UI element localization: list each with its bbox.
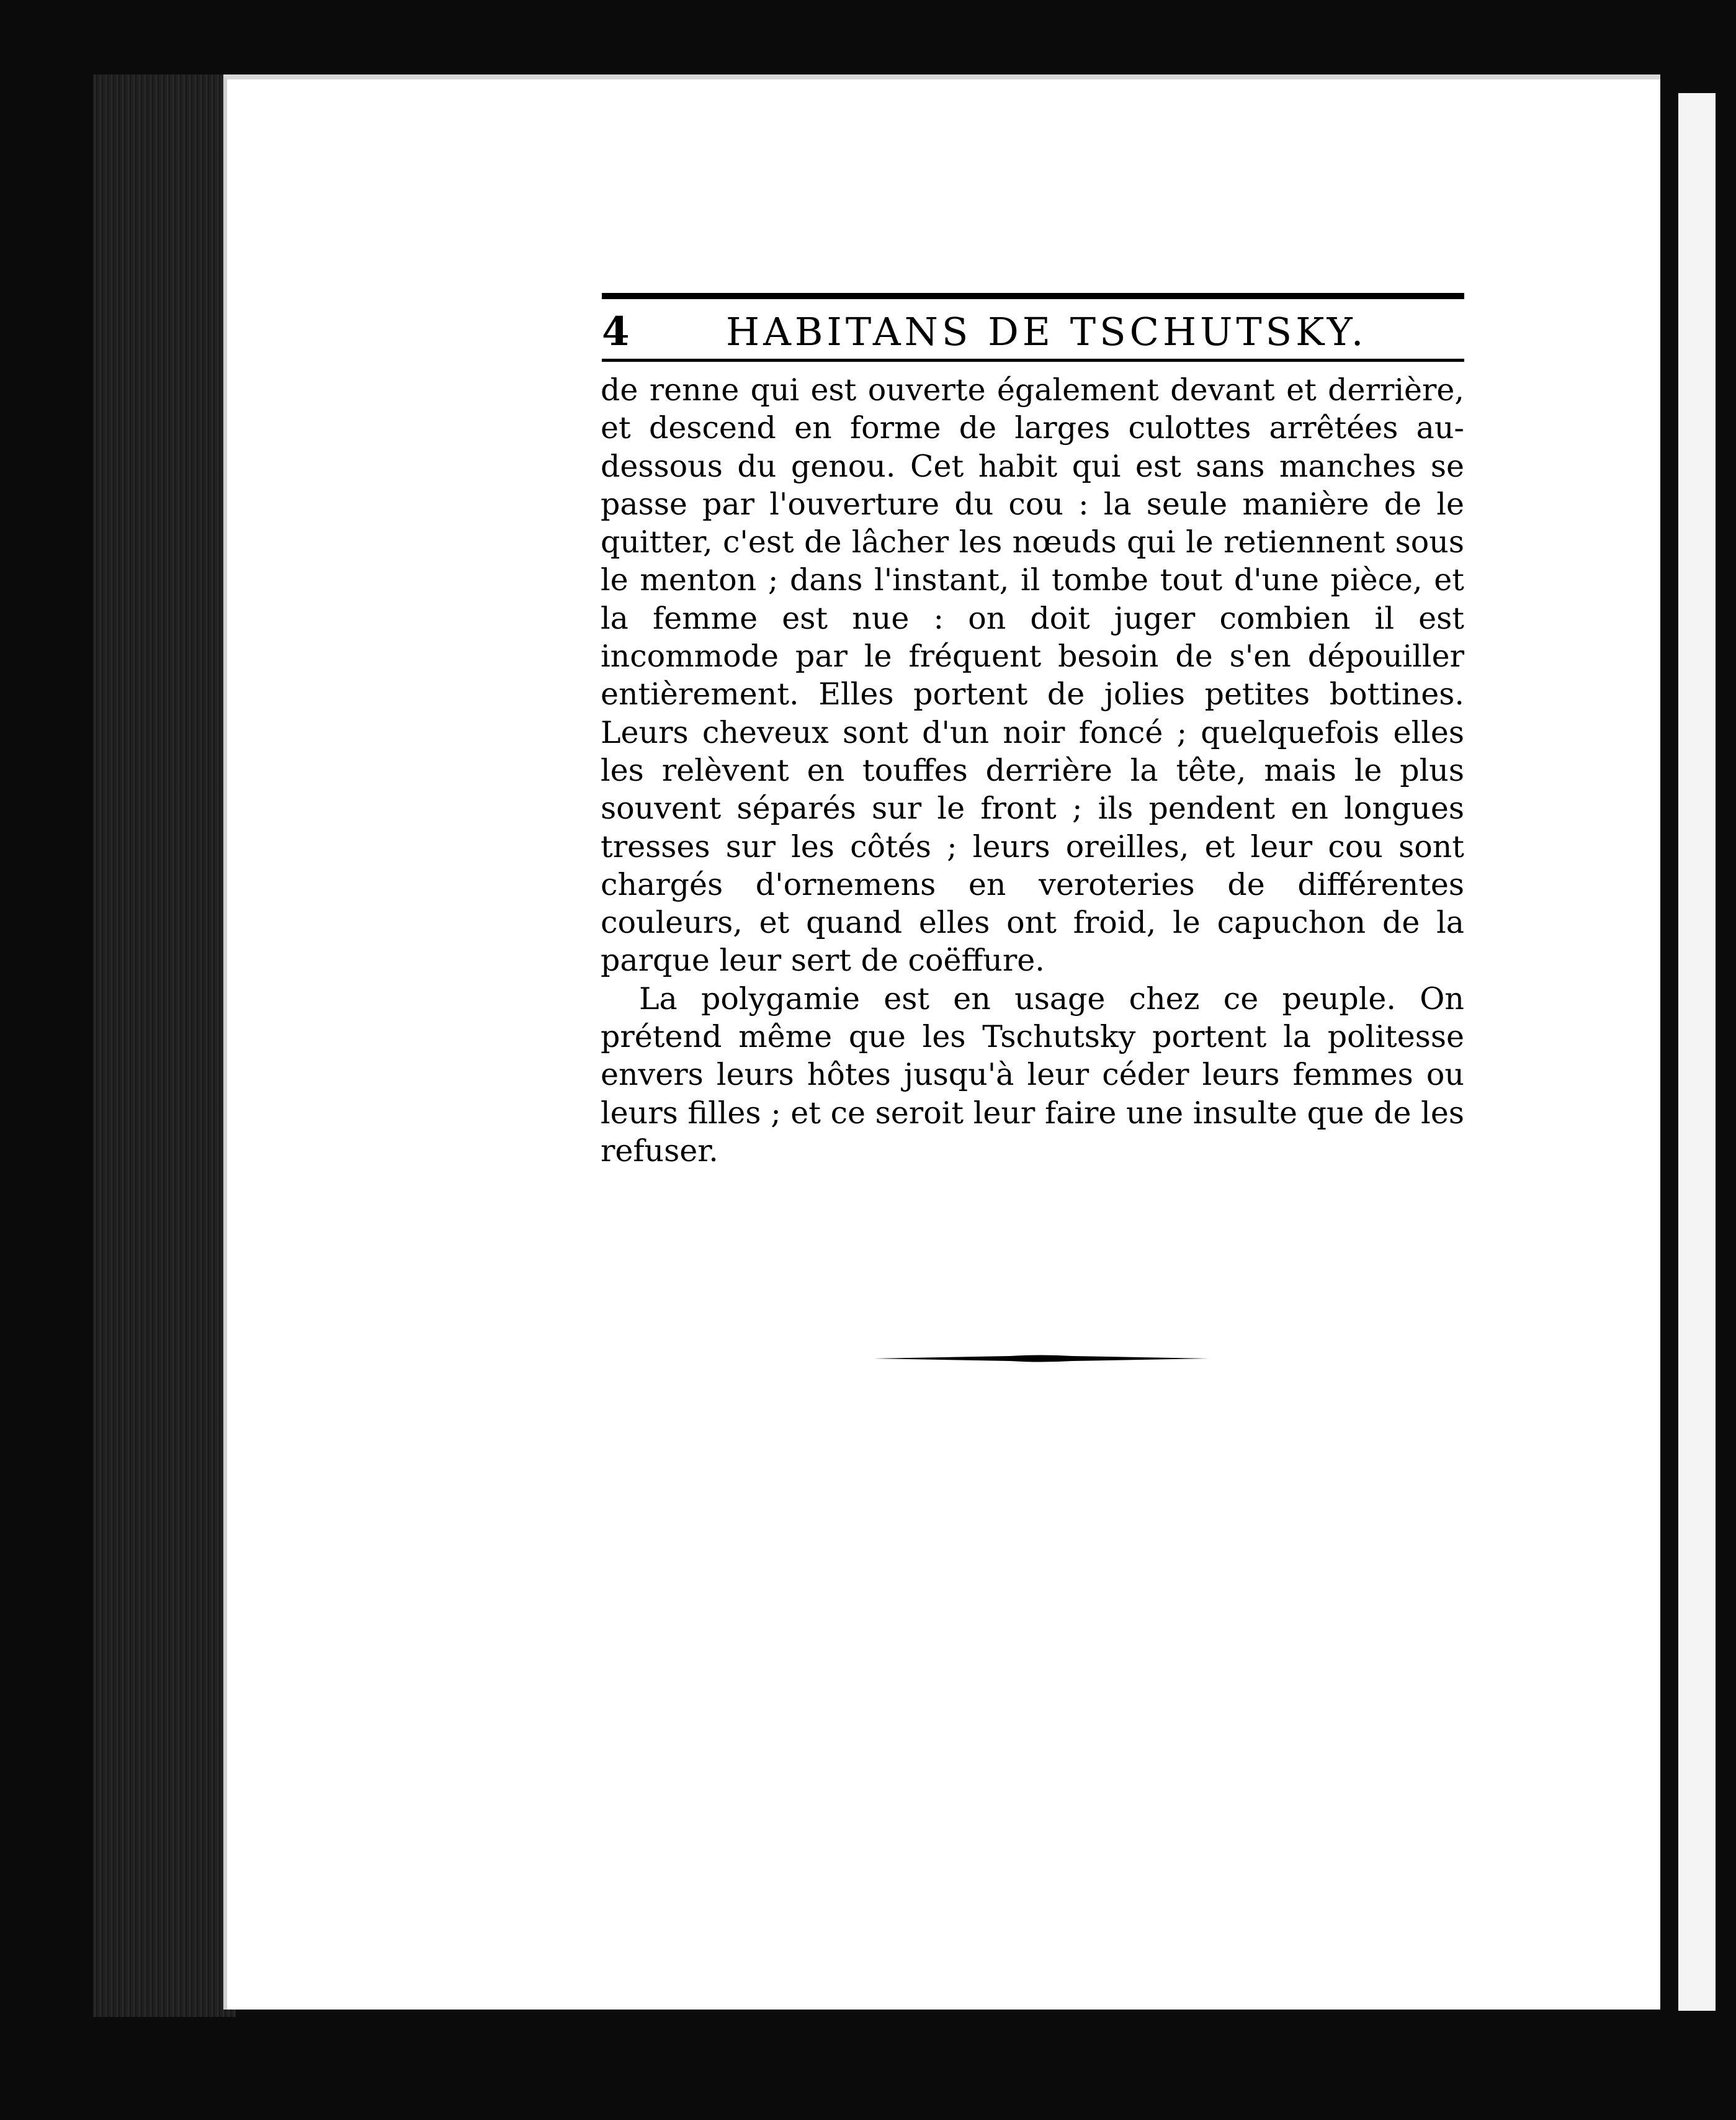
paragraph: La polygamie est en usage chez ce peuple. On prétend même que les Tschutsky portent la politesse envers leurs hôtes jusqu'à leur céder leurs femmes ou leurs filles ; et ce seroit leur faire une insulte que de les refuser.: [601, 981, 1464, 1169]
header-rule-bottom: [602, 359, 1464, 362]
tailpiece-rule: [874, 1353, 1209, 1364]
body-text: [601, 371, 1464, 1170]
header-rule-top: [602, 293, 1464, 299]
page-title: HABITANS DE TSCHUTSKY.: [726, 309, 1367, 354]
book-fore-edge: [93, 74, 236, 2017]
paragraph: de renne qui est ouverte également devant et derrière, et descend en forme de larges culottes arrêtées au-dessous du genou. Cet habit qui est sans manches se passe par l'ouverture du cou : la seule manière de le quitter, c'est de lâcher les nœuds qui le retiennent sous le menton ; dans l'instant, il tombe tout d'une pièce, et la femme est nue : on doit juger combien il est incommode par le fréquent besoin de s'en dépouiller entièrement. Elles portent de jolies petites bottines. Leurs cheveux sont d'un noir foncé ; quelquefois elles les relèvent en touffes derrière la tête, mais le plus souvent séparés sur le front ; ils pendent en longues tresses sur les côtés ; leurs oreilles, et leur cou sont chargés d'ornemens en veroteries de différentes couleurs, et quand elles ont froid, le capuchon de la parque leur sert de coëffure.: [601, 372, 1464, 979]
page-number: 4: [602, 308, 630, 355]
running-head: [602, 299, 1464, 359]
facing-page-edge: [1678, 93, 1716, 2011]
